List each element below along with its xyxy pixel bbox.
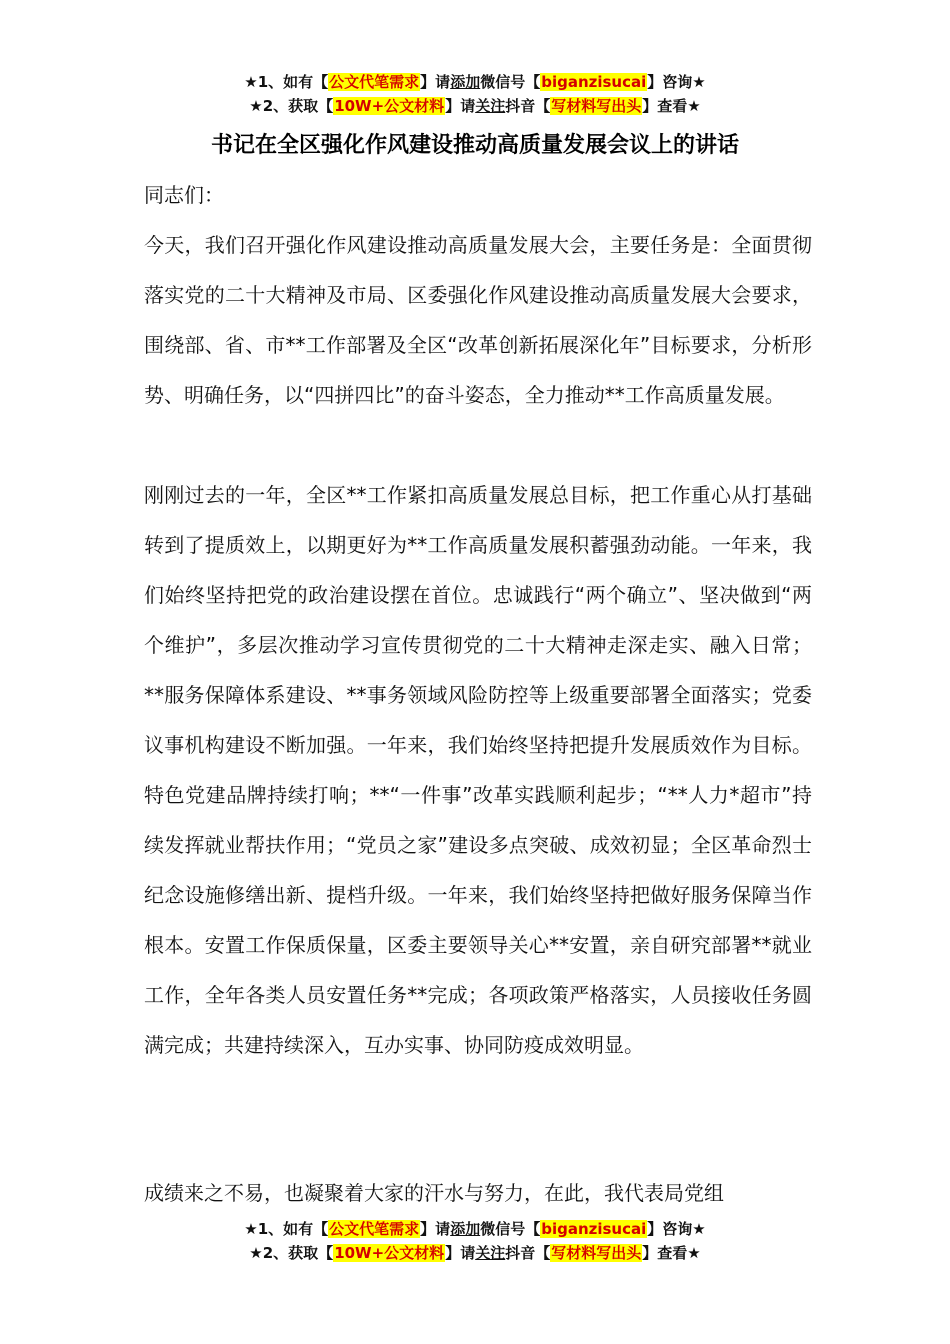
highlight-text: 10W+公文材料: [334, 1244, 445, 1262]
highlight-text: 10W+公文材料: [334, 97, 445, 115]
banner-line-2: ★2、获取【10W+公文材料】请关注抖音【写材料写出头】查看★: [249, 1244, 701, 1262]
highlight-text: 公文代笔需求: [329, 73, 420, 91]
highlight-text: 写材料写出头: [551, 97, 642, 115]
highlight-text: biganzisucai: [541, 1220, 647, 1238]
highlight-text: 写材料写出头: [551, 1244, 642, 1262]
banner-line-1: ★1、如有【公文代笔需求】请添加微信号【biganzisucai】咨询★: [244, 73, 706, 91]
banner-line-1: ★1、如有【公文代笔需求】请添加微信号【biganzisucai】咨询★: [244, 1220, 706, 1238]
paragraph-3: 成绩来之不易，也凝聚着大家的汗水与努力，在此，我代表局党组: [144, 1181, 724, 1205]
document-title: 书记在全区强化作风建设推动高质量发展会议上的讲话: [210, 133, 739, 158]
footer-banner: [0, 1217, 950, 1265]
paragraph-2: 刚刚过去的一年，全区**工作紧扣高质量发展总目标，把工作重心从打基础转到了提质效上，以期更好为**工作高质量发展积蓄强劲动能。一年来，我们始终坚持把党的政治建设摆在首位。忠诚践行“两个确立”、坚决做到“两个维护”，多层次推动学习宣传贯彻党的二十大精神走深走实、融入日常；**服务保障体系建设、**事务领域风险防控等上级重要部署全面落实；党委议事机构建设不断加强。一年来，我们始终坚持把提升发展质效作为目标。特色党建品牌持续打响；**“一件事”改革实践顺利起步；“**人力*超市”持续发挥就业帮扶作用；“党员之家”建设多点突破、成效初显；全区革命烈士纪念设施修缮出新、提档升级。一年来，我们始终坚持把做好服务保障当作根本。安置工作保质保量，区委主要领导关心**安置，亲自研究部署**就业工作，全年各类人员安置任务**完成；各项政策严格落实，人员接收任务圆满完成；共建持续深入，互办实事、协同防疫成效明显。: [144, 483, 812, 1057]
paragraph-1: 今天，我们召开强化作风建设推动高质量发展大会，主要任务是：全面贯彻落实党的二十大精神及市局、区委强化作风建设推动高质量发展大会要求，围绕部、省、市**工作部署及全区“改革创新拓展深化年”目标要求，分析形势、明确任务，以“四拼四比”的奋斗姿态，全力推动**工作高质量发展。: [144, 233, 812, 407]
banner-line-2: ★2、获取【10W+公文材料】请关注抖音【写材料写出头】查看★: [249, 97, 701, 115]
highlight-text: 公文代笔需求: [329, 1220, 420, 1238]
highlight-text: biganzisucai: [541, 73, 647, 91]
header-banner: [0, 70, 950, 118]
greeting: 同志们：: [144, 183, 224, 207]
